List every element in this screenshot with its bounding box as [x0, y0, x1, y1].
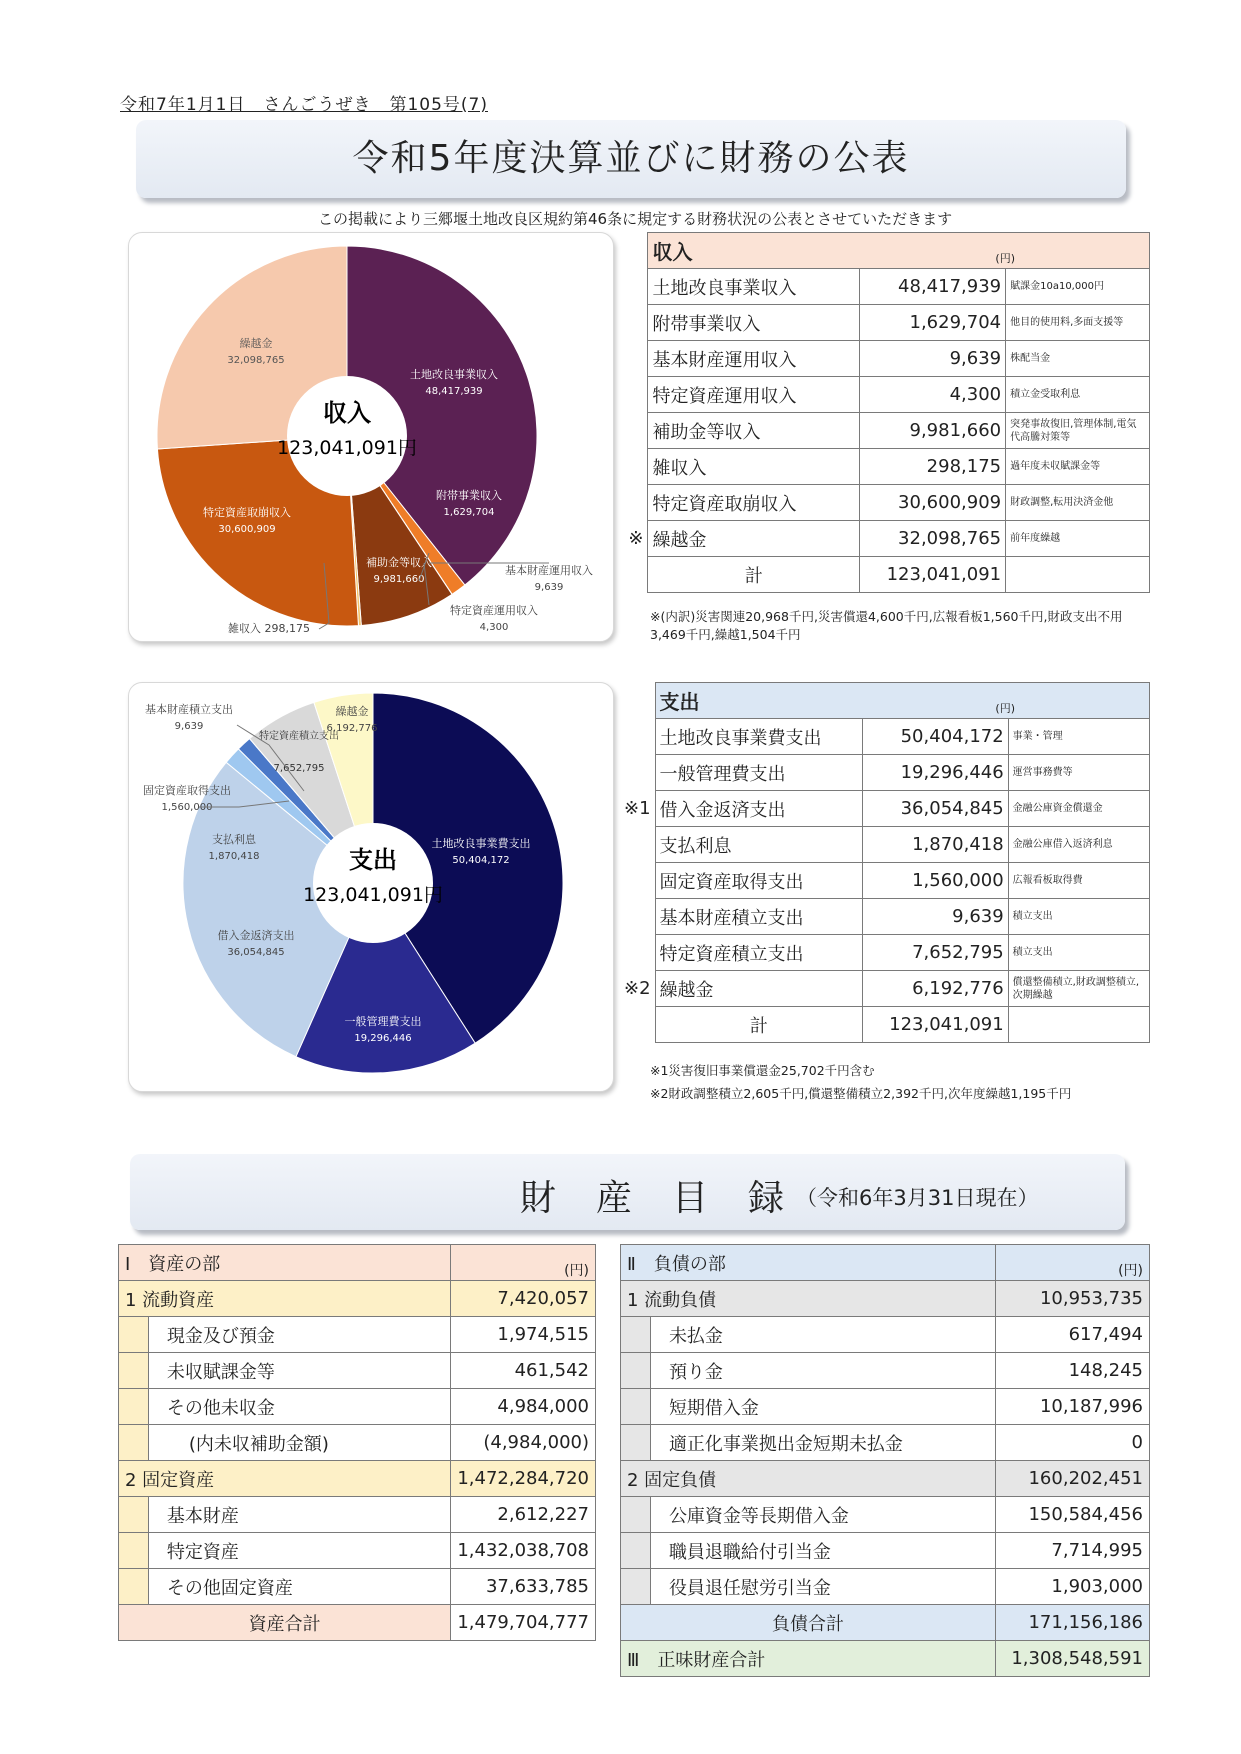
- expense-label-tochikairyo: 土地改良事業費支出: [431, 837, 531, 850]
- income-label-zatsu: 雑収入 298,175: [228, 622, 310, 635]
- expense-memo: 積立支出: [1008, 935, 1149, 971]
- inventory-date: （令和6年3月31日現在）: [796, 1186, 1039, 1210]
- expense-mark: [620, 755, 655, 791]
- expense-item: 繰越金: [655, 971, 863, 1007]
- income-value-torikuzushi: 30,600,909: [218, 524, 276, 535]
- liabilities-fixed-item-row: [621, 1497, 1150, 1533]
- liabilities-fixed-item-item: 役員退任慰労引当金: [650, 1569, 995, 1605]
- assets-current-item-row: [119, 1353, 596, 1389]
- expense-memo: 金融公庫借入返済利息: [1008, 827, 1149, 863]
- expense-header-cell: [655, 683, 1149, 719]
- income-amount: 30,600,909: [860, 485, 1006, 521]
- expense-item: 基本財産積立支出: [655, 899, 863, 935]
- expense-total-amount: 123,041,091: [863, 1007, 1008, 1043]
- expense-heading: 支出: [659, 689, 700, 714]
- assets-current-item-indent: [119, 1389, 149, 1425]
- income-mark: [620, 305, 648, 341]
- assets-heading: Ⅰ 資産の部: [125, 1253, 221, 1275]
- liabilities-fixed-item-indent: [621, 1569, 651, 1605]
- assets-fixed-item-row: [119, 1569, 596, 1605]
- income-item: 雑収入: [648, 449, 860, 485]
- income-amount: 32,098,765: [860, 521, 1006, 557]
- income-total-amount: 123,041,091: [860, 557, 1006, 593]
- expense-label-kurikoshi: 繰越金: [335, 705, 369, 718]
- expense-row: [620, 899, 1150, 935]
- expense-table: [620, 682, 1150, 1043]
- income-item: 基本財産運用収入: [648, 341, 860, 377]
- liabilities-current-amount: 10,953,735: [996, 1281, 1150, 1317]
- income-row: [620, 341, 1150, 377]
- expense-chart-card: [128, 682, 614, 1092]
- income-item: 附帯事業収入: [648, 305, 860, 341]
- income-total-memo: [1006, 557, 1150, 593]
- assets-fixed-label: 2 固定資産: [119, 1461, 451, 1497]
- expense-value-tochikairyo: 50,404,172: [452, 855, 510, 866]
- expense-chart-center-total: 123,041,091円: [303, 884, 443, 906]
- expense-amount: 1,870,418: [863, 827, 1008, 863]
- income-note: ※(内訳)災害関連20,968千円,災害償還4,600千円,広報看板1,560千円,財政支出不用3,469千円,繰越1,504千円: [650, 609, 1123, 642]
- intro-note: この掲載により三郷堰土地改良区規約第46条に規定する財務状況の公表とさせていただきます: [318, 210, 953, 228]
- issue-header: 令和7年1月1日 さんごうぜき 第105号(7): [120, 95, 488, 115]
- income-chart-card: [128, 232, 614, 642]
- liabilities-current-item-amount: 10,187,996: [996, 1389, 1150, 1425]
- liabilities-current-item-indent: [621, 1353, 651, 1389]
- income-item: 補助金等収入: [648, 413, 860, 449]
- liabilities-unit: (円): [996, 1245, 1150, 1281]
- liabilities-current-item-indent: [621, 1389, 651, 1425]
- expense-value-shiharai: 1,870,418: [208, 851, 260, 862]
- expense-item: 借入金返済支出: [655, 791, 863, 827]
- expense-header-spacer: [620, 683, 655, 719]
- liabilities-current-row: [621, 1281, 1150, 1317]
- expense-amount: 9,639: [863, 899, 1008, 935]
- assets-current-item-amount: (4,984,000): [451, 1425, 596, 1461]
- income-item: 繰越金: [648, 521, 860, 557]
- expense-row: [620, 791, 1150, 827]
- assets-total-amount: 1,479,704,777: [451, 1605, 596, 1641]
- assets-header-row: [119, 1245, 596, 1281]
- assets-fixed-row: [119, 1461, 596, 1497]
- assets-heading-cell: [119, 1245, 451, 1281]
- assets-current-item-amount: 461,542: [451, 1353, 596, 1389]
- income-mark: [620, 377, 648, 413]
- expense-label-kihon: 基本財産積立支出: [145, 703, 233, 716]
- liabilities-current-item-item: 適正化事業拠出金短期未払金: [650, 1425, 995, 1461]
- expense-mark: [620, 719, 655, 755]
- expense-unit: (円): [995, 701, 1015, 715]
- income-memo: 過年度未収賦課金等: [1006, 449, 1150, 485]
- liabilities-fixed-item-row: [621, 1533, 1150, 1569]
- liabilities-table: [620, 1244, 1150, 1677]
- liabilities-fixed-item-indent: [621, 1497, 651, 1533]
- expense-item: 固定資産取得支出: [655, 863, 863, 899]
- liabilities-current-item-row: [621, 1317, 1150, 1353]
- income-row: [620, 521, 1150, 557]
- income-value-tokutei-unyo: 4,300: [479, 622, 509, 633]
- expense-mark: [620, 899, 655, 935]
- income-memo: 前年度繰越: [1006, 521, 1150, 557]
- income-memo: 賦課金10a10,000円: [1006, 269, 1150, 305]
- net-assets-amount: 1,308,548,591: [996, 1641, 1150, 1677]
- income-amount: 298,175: [860, 449, 1006, 485]
- expense-total-label: 計: [655, 1007, 863, 1043]
- income-chart-hole: [287, 376, 407, 496]
- liabilities-current-item-item: 未払金: [650, 1317, 995, 1353]
- income-label-kihon: 基本財産運用収入: [505, 564, 593, 577]
- income-amount: 4,300: [860, 377, 1006, 413]
- expense-total-memo: [1008, 1007, 1149, 1043]
- expense-pie-chart: [129, 683, 613, 1091]
- income-memo: 株配当金: [1006, 341, 1150, 377]
- income-memo: 他目的使用料,多面支援等: [1006, 305, 1150, 341]
- income-amount: 48,417,939: [860, 269, 1006, 305]
- assets-total-row: [119, 1605, 596, 1641]
- expense-mark: [620, 863, 655, 899]
- expense-memo: 事業・管理: [1008, 719, 1149, 755]
- assets-current-item-indent: [119, 1425, 149, 1461]
- expense-total-spacer: [620, 1007, 655, 1043]
- income-pie-chart: [129, 233, 613, 641]
- assets-fixed-item-row: [119, 1533, 596, 1569]
- liabilities-current-item-row: [621, 1389, 1150, 1425]
- income-value-kihon: 9,639: [534, 582, 564, 593]
- expense-mark: [620, 827, 655, 863]
- income-table-header: [620, 233, 1150, 269]
- assets-fixed-item-amount: 2,612,227: [451, 1497, 596, 1533]
- liabilities-fixed-amount: 160,202,451: [996, 1461, 1150, 1497]
- expense-label-shiharai: 支払利息: [212, 833, 256, 846]
- assets-current-row: [119, 1281, 596, 1317]
- income-row: [620, 413, 1150, 449]
- expense-total-row: [620, 1007, 1150, 1043]
- expense-amount: 19,296,446: [863, 755, 1008, 791]
- income-row: [620, 269, 1150, 305]
- expense-row: [620, 971, 1150, 1007]
- assets-current-item-amount: 4,984,000: [451, 1389, 596, 1425]
- liabilities-current-item-amount: 0: [996, 1425, 1150, 1461]
- assets-current-item-item: その他未収金: [148, 1389, 450, 1425]
- income-header-cell: [648, 233, 1150, 269]
- income-total-label: 計: [648, 557, 860, 593]
- expense-chart-center-title: 支出: [349, 846, 397, 874]
- income-row: [620, 305, 1150, 341]
- expense-memo: 積立支出: [1008, 899, 1149, 935]
- income-amount: 9,639: [860, 341, 1006, 377]
- income-label-hojokin: 補助金等収入: [366, 556, 432, 569]
- assets-current-item-row: [119, 1317, 596, 1353]
- liabilities-fixed-item-item: 公庫資金等長期借入金: [650, 1497, 995, 1533]
- expense-amount: 36,054,845: [863, 791, 1008, 827]
- income-row: [620, 485, 1150, 521]
- expense-mark: ※2: [624, 978, 651, 999]
- assets-current-item-item: 未収賦課金等: [148, 1353, 450, 1389]
- expense-row: [620, 863, 1150, 899]
- expense-value-kotei: 1,560,000: [161, 802, 213, 813]
- income-row: [620, 377, 1150, 413]
- expense-label-shakunyu: 借入金返済支出: [217, 929, 295, 942]
- expense-note-1: ※1災害復旧事業償還金25,702千円含む: [650, 1063, 875, 1078]
- assets-unit: (円): [451, 1245, 596, 1281]
- income-unit: (円): [995, 251, 1015, 265]
- income-row: [620, 449, 1150, 485]
- income-header-spacer: [620, 233, 648, 269]
- assets-fixed-item-item: その他固定資産: [148, 1569, 450, 1605]
- inventory-title: 財 産 目 録: [520, 1178, 787, 1219]
- income-mark: [620, 341, 648, 377]
- expense-item: 土地改良事業費支出: [655, 719, 863, 755]
- income-label-tokutei-unyo: 特定資産運用収入: [450, 604, 538, 617]
- income-memo: 突発事故復旧,管理体制,電気代高騰対策等: [1006, 413, 1150, 449]
- assets-total-label: 資産合計: [119, 1605, 451, 1641]
- assets-current-item-item: (内未収補助金額): [148, 1425, 450, 1461]
- expense-row: [620, 935, 1150, 971]
- assets-current-item-indent: [119, 1317, 149, 1353]
- liabilities-fixed-item-item: 職員退職給付引当金: [650, 1533, 995, 1569]
- liabilities-current-item-item: 預り金: [650, 1353, 995, 1389]
- expense-memo: 償還整備積立,財政調整積立,次期繰越: [1008, 971, 1149, 1007]
- title-banner: [136, 120, 1126, 198]
- assets-fixed-item-item: 特定資産: [148, 1533, 450, 1569]
- liabilities-heading: Ⅱ 負債の部: [627, 1253, 726, 1275]
- expense-amount: 7,652,795: [863, 935, 1008, 971]
- income-label-futai: 附帯事業収入: [436, 489, 502, 502]
- assets-current-item-row: [119, 1389, 596, 1425]
- expense-table-header: [620, 683, 1150, 719]
- expense-row: [620, 719, 1150, 755]
- expense-label-tokutei: 特定資産積立支出: [259, 731, 339, 742]
- income-total-row: [620, 557, 1150, 593]
- net-assets-row: [621, 1641, 1150, 1677]
- expense-value-ippan: 19,296,446: [354, 1033, 412, 1044]
- expense-mark: [620, 935, 655, 971]
- income-amount: 1,629,704: [860, 305, 1006, 341]
- expense-amount: 1,560,000: [863, 863, 1008, 899]
- income-value-kurikoshi: 32,098,765: [227, 355, 285, 366]
- expense-item: 特定資産積立支出: [655, 935, 863, 971]
- liabilities-header-row: [621, 1245, 1150, 1281]
- expense-item: 支払利息: [655, 827, 863, 863]
- income-memo: 積立金受取利息: [1006, 377, 1150, 413]
- income-mark: [620, 413, 648, 449]
- income-value-hojokin: 9,981,660: [373, 574, 425, 585]
- assets-current-item-amount: 1,974,515: [451, 1317, 596, 1353]
- income-mark: [620, 485, 648, 521]
- income-mark: [620, 449, 648, 485]
- expense-value-kurikoshi: 6,192,776: [326, 723, 378, 734]
- inventory-banner: [130, 1154, 1125, 1230]
- income-mark: ※: [628, 528, 644, 549]
- liabilities-current-item-indent: [621, 1425, 651, 1461]
- expense-memo: 金融公庫資金償還金: [1008, 791, 1149, 827]
- liabilities-fixed-label: 2 固定負債: [621, 1461, 996, 1497]
- expense-item: 一般管理費支出: [655, 755, 863, 791]
- income-amount: 9,981,660: [860, 413, 1006, 449]
- liabilities-current-item-row: [621, 1353, 1150, 1389]
- assets-fixed-item-amount: 37,633,785: [451, 1569, 596, 1605]
- liabilities-current-item-item: 短期借入金: [650, 1389, 995, 1425]
- liabilities-fixed-item-amount: 150,584,456: [996, 1497, 1150, 1533]
- income-label-tochikairyo: 土地改良事業収入: [410, 368, 498, 381]
- liabilities-heading-cell: [621, 1245, 996, 1281]
- net-assets-label: Ⅲ 正味財産合計: [621, 1641, 996, 1677]
- liabilities-total-label: 負債合計: [621, 1605, 996, 1641]
- expense-value-tokutei: 7,652,795: [273, 763, 325, 774]
- income-heading: 収入: [652, 239, 693, 264]
- liabilities-fixed-item-amount: 7,714,995: [996, 1533, 1150, 1569]
- income-item: 土地改良事業収入: [648, 269, 860, 305]
- income-chart-center-total: 123,041,091円: [277, 437, 417, 459]
- expense-row: [620, 827, 1150, 863]
- income-table: [620, 232, 1150, 593]
- liabilities-fixed-row: [621, 1461, 1150, 1497]
- liabilities-current-item-amount: 148,245: [996, 1353, 1150, 1389]
- assets-fixed-item-item: 基本財産: [148, 1497, 450, 1533]
- expense-value-shakunyu: 36,054,845: [227, 947, 285, 958]
- assets-fixed-amount: 1,472,284,720: [451, 1461, 596, 1497]
- assets-current-item-indent: [119, 1353, 149, 1389]
- expense-label-ippan: 一般管理費支出: [344, 1015, 422, 1028]
- assets-fixed-item-indent: [119, 1533, 149, 1569]
- income-item: 特定資産運用収入: [648, 377, 860, 413]
- income-memo: 財政調整,転用決済金他: [1006, 485, 1150, 521]
- expense-amount: 6,192,776: [863, 971, 1008, 1007]
- expense-value-kihon: 9,639: [174, 721, 204, 732]
- expense-row: [620, 755, 1150, 791]
- income-value-futai: 1,629,704: [443, 507, 495, 518]
- income-item: 特定資産取崩収入: [648, 485, 860, 521]
- expense-amount: 50,404,172: [863, 719, 1008, 755]
- liabilities-fixed-item-amount: 1,903,000: [996, 1569, 1150, 1605]
- income-label-torikuzushi: 特定資産取崩収入: [203, 506, 291, 519]
- liabilities-fixed-item-indent: [621, 1533, 651, 1569]
- expense-memo: 広報看板取得費: [1008, 863, 1149, 899]
- assets-fixed-item-indent: [119, 1497, 149, 1533]
- assets-fixed-item-amount: 1,432,038,708: [451, 1533, 596, 1569]
- income-mark: [620, 269, 648, 305]
- assets-current-label: 1 流動資産: [119, 1281, 451, 1317]
- expense-note-2: ※2財政調整積立2,605千円,償還整備積立2,392千円,次年度繰越1,195千円: [650, 1086, 1072, 1101]
- expense-memo: 運営事務費等: [1008, 755, 1149, 791]
- income-total-spacer: [620, 557, 648, 593]
- liabilities-current-item-indent: [621, 1317, 651, 1353]
- assets-table: [118, 1244, 596, 1641]
- page-title: 令和5年度決算並びに財務の公表: [352, 138, 910, 179]
- assets-current-item-item: 現金及び預金: [148, 1317, 450, 1353]
- liabilities-current-item-amount: 617,494: [996, 1317, 1150, 1353]
- income-label-kurikoshi: 繰越金: [239, 337, 273, 350]
- assets-fixed-item-indent: [119, 1569, 149, 1605]
- income-value-tochikairyo: 48,417,939: [425, 386, 483, 397]
- liabilities-total-row: [621, 1605, 1150, 1641]
- expense-chart-hole: [313, 823, 433, 943]
- expense-mark: ※1: [624, 798, 651, 819]
- liabilities-current-label: 1 流動負債: [621, 1281, 996, 1317]
- expense-label-kotei: 固定資産取得支出: [143, 784, 231, 797]
- liabilities-total-amount: 171,156,186: [996, 1605, 1150, 1641]
- liabilities-fixed-item-row: [621, 1569, 1150, 1605]
- liabilities-current-item-row: [621, 1425, 1150, 1461]
- income-chart-center-title: 収入: [323, 399, 371, 427]
- assets-current-amount: 7,420,057: [451, 1281, 596, 1317]
- assets-current-item-row: [119, 1425, 596, 1461]
- assets-fixed-item-row: [119, 1497, 596, 1533]
